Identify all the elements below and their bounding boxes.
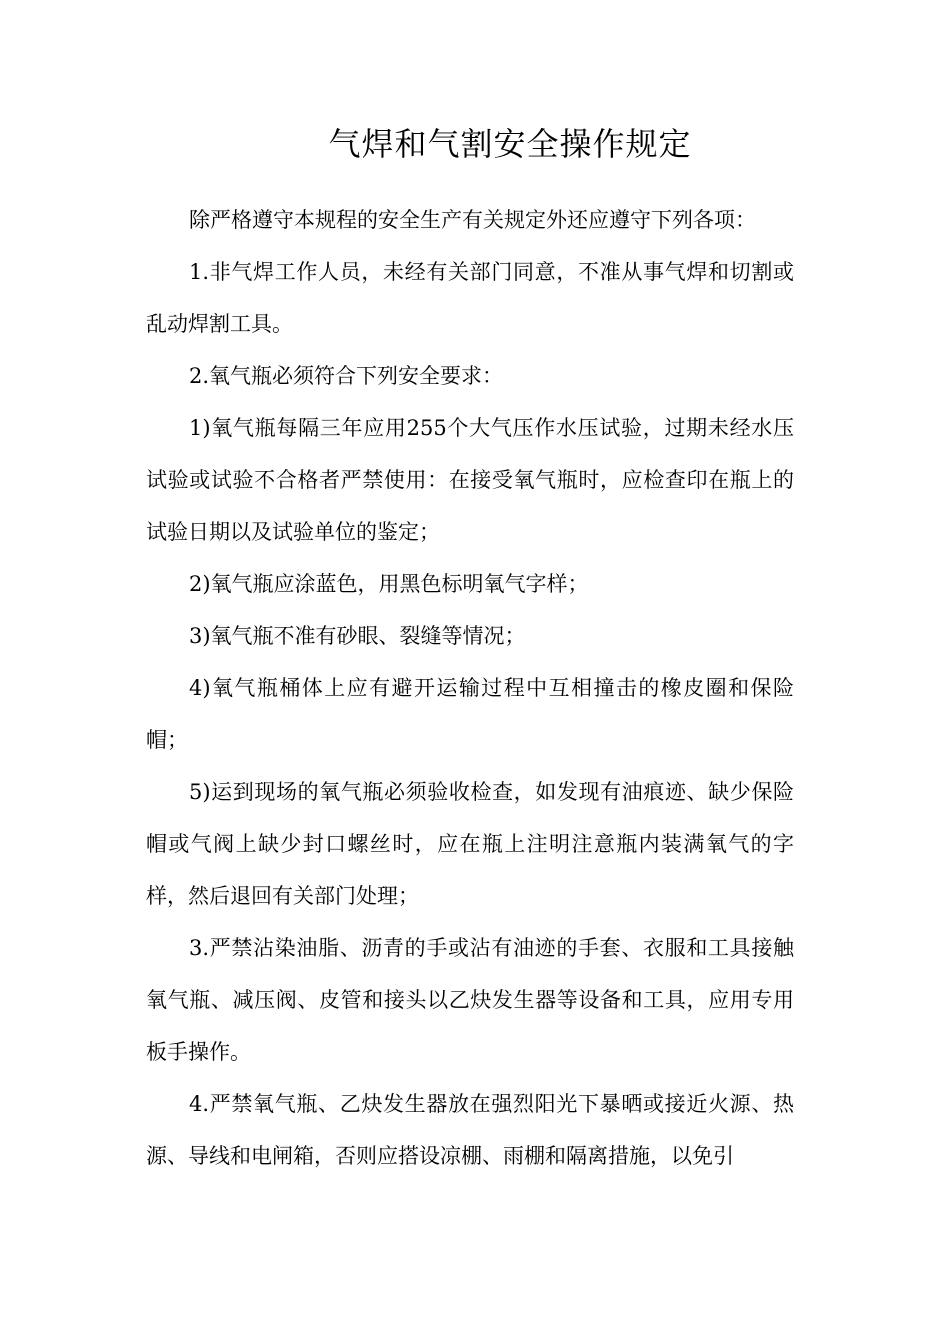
paragraph-subitem-5: 5)运到现场的氧气瓶必须验收检查，如发现有油痕迹、缺少保险帽或气阀上缺少封口螺丝时，应在瓶上注明注意瓶内装满氧气的字样，然后退回有关部门处理；: [146, 780, 794, 908]
paragraph-item-1: 1.非气焊工作人员，未经有关部门同意，不准从事气焊和切割或乱动焊割工具。: [146, 260, 794, 336]
paragraph-item-3: 3.严禁沾染油脂、沥青的手或沾有油迹的手套、衣服和工具接触氧气瓶、减压阀、皮管和接头以乙炔发生器等设备和工具，应用专用板手操作。: [146, 936, 794, 1064]
document-body: [146, 194, 794, 1182]
paragraph-item-2: 2.氧气瓶必须符合下列安全要求：: [189, 364, 504, 388]
page-title: 气焊和气割安全操作规定: [328, 125, 692, 163]
paragraph-item-4: 4.严禁氧气瓶、乙炔发生器放在强烈阳光下暴晒或接近火源、热源、导线和电闸箱，否则应搭设凉棚、雨棚和隔离措施，以免引: [146, 1092, 794, 1168]
paragraph-subitem-3: 3)氧气瓶不准有砂眼、裂缝等情况；: [189, 624, 526, 648]
paragraph-subitem-4: 4)氧气瓶桶体上应有避开运输过程中互相撞击的橡皮圈和保险帽；: [146, 676, 794, 752]
paragraph-subitem-2: 2)氧气瓶应涂蓝色，用黑色标明氧气字样；: [189, 572, 589, 596]
paragraph-subitem-1: 1)氧气瓶每隔三年应用255个大气压作水压试验，过期未经水压试验或试验不合格者严禁使用：在接受氧气瓶时，应检查印在瓶上的试验日期以及试验单位的鉴定；: [146, 416, 794, 544]
paragraph-intro: 除严格遵守本规程的安全生产有关规定外还应遵守下列各项：: [189, 208, 756, 232]
